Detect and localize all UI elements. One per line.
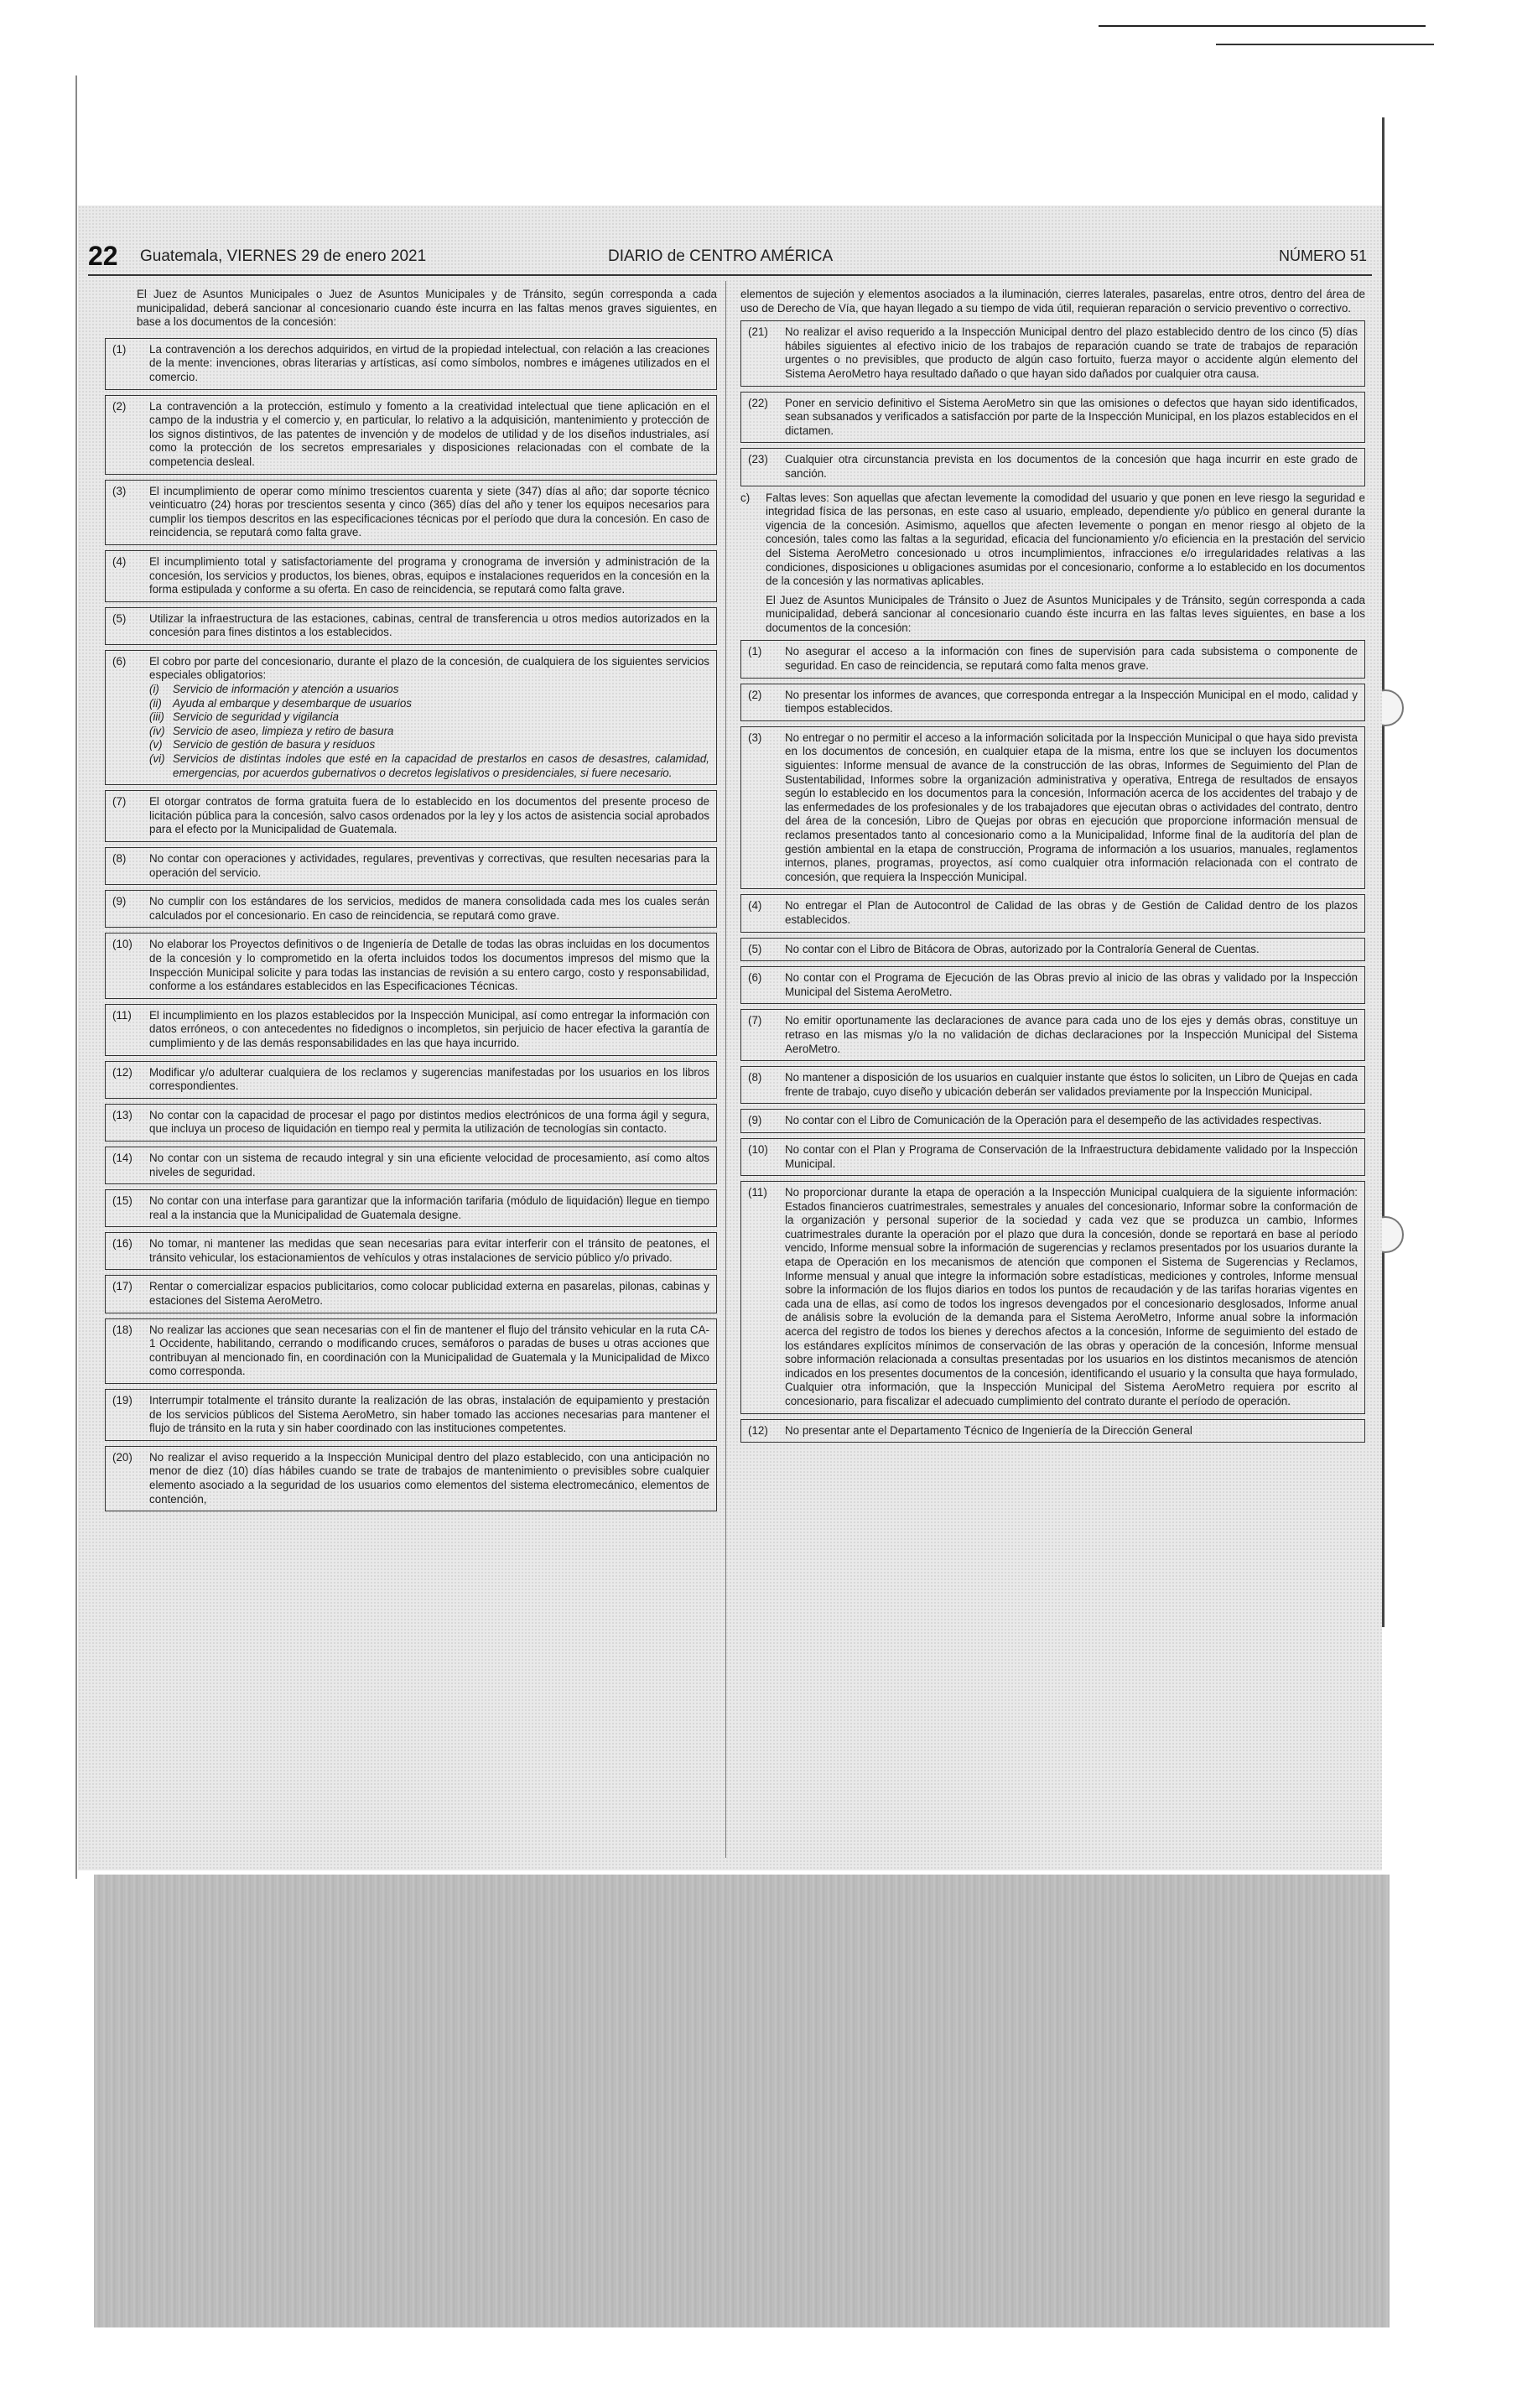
left-fault-item [105,933,717,998]
minor-fault-item [740,1066,1365,1104]
left-intro: El Juez de Asuntos Municipales o Juez de Asuntos Municipales y de Tránsito, según corresponda a cada municipalidad, deberá sancionar al concesionario cuando éste incurra en las faltas menos graves siguientes, en base a los documentos de la concesión: [137,288,717,329]
faltas-leves-intro: El Juez de Asuntos Municipales de Tránsito o Juez de Asuntos Municipales y de Tránsito, según corresponda a cada municipalidad, deberá sancionar al concesionario cuando éste incurra en las faltas leves siguientes, en base a los documentos de la concesión: [766,593,1365,634]
minor-fault-item [740,894,1365,932]
sub-item-number: (vi) [149,752,165,766]
item-number: (16) [112,1237,132,1251]
sub-item-text: Servicio de aseo, limpieza y retiro de basura [173,724,394,737]
item-number: (11) [748,1186,767,1199]
page-header [88,241,1372,274]
left-fault-item [105,480,717,545]
item-number: (3) [112,484,127,497]
left-fault-item [105,1232,717,1270]
item-text: No tomar, ni mantener las medidas que sean necesarias para evitar interferir con el tránsito de peatones, el tránsito vehicular, los estacionamientos de vehículos y otras instalaciones de servicio público y/o privado. [149,1237,709,1264]
left-fault-item [105,890,717,928]
item-number: (21) [748,325,768,339]
page-number: 22 [88,241,118,271]
item-text: La contravención a la protección, estímulo y fomento a la creatividad intelectual que tiene aplicación en el campo de la industria y el comercio y, en particular, lo relativo a la adquisición, mantenimiento y protección de los signos distintivos, de las patentes de invención y de modelos de utilidad y de los diseños industriales, así como la protección de los secretos empresariales y disposiciones relacionadas con el combate de la competencia desleal. [149,399,709,468]
left-fault-item [105,790,717,842]
item-text: No entregar o no permitir el acceso a la información solicitada por la Inspección Municipal o que haya sido prevista en los documentos de concesión, en cualquier etapa de la misma, entre los que se incluyen los documentos siguientes: Informe mensual de avance de la construcción de las obras, Informes de Seguimiento del Plan de Sustentabilidad, Informes sobre la organización administrativa y operativa, Entrega de resultados de ensayos según lo establecido en los documentos para la concesión, Información acerca de los accidentes del trabajo y de las enfermedades de los profesionales y de los trabajadores que ejecutan obras o actividades del contrato, dentro del área de la concesión, Libro de Quejas por obras en ejecución que proporcione información mensual de reclamos presentados tanto al concesionario como a la Municipalidad, Informe final de la auditoría del plan de gestión ambiental en la etapa de construcción, Programa de información a los usuarios, manuales, reglamentos internos, planes, programas, proyectos, así como cualquier otra información relacionada con el contrato de concesión, que requiera la Inspección Municipal. [785,731,1358,883]
left-fault-item [105,395,717,475]
item-text: No emitir oportunamente las declaraciones de avance para cada uno de los ejes y demás obras, constituye un retraso en las mismas y/o la no validación de dichas declaraciones por la Inspección Municipal del Sistema AeroMetro. [785,1014,1358,1055]
date-line: Guatemala, VIERNES 29 de enero 2021 [140,247,427,265]
right-continuation: elementos de sujeción y elementos asociados a la iluminación, cierres laterales, pasarelas, entre otros, dentro del área de uso de Derecho de Vía, que hayan llegado a su tiempo de vida útil, requieran reparación o servicio preventivo o correctivo. [740,288,1365,315]
item-text: La contravención a los derechos adquiridos, en virtud de la propiedad intelectual, con relación a las creaciones de la mente: invenciones, obras literarias y artísticas, así como símbolos, nombres e imágenes utilizados en el comercio. [149,342,709,383]
item-text: No contar con el Programa de Ejecución de las Obras previo al inicio de las obras y validado por la Inspección Municipal del Sistema AeroMetro. [785,971,1358,998]
item-text: Cualquier otra circunstancia prevista en los documentos de la concesión que haga incurrir en este grado de sanción. [785,453,1358,480]
item-number: (20) [112,1450,132,1464]
sub-item-text: Servicio de información y atención a usuarios [173,683,399,696]
issue-number: NÚMERO 51 [1278,247,1367,264]
left-fault-item [105,1389,717,1441]
sub-item [149,683,709,697]
item-text: No contar con un sistema de recaudo integral y sin una eficiente velocidad de procesamiento, así como altos niveles de seguridad. [149,1151,709,1178]
newspaper-page [78,205,1382,1870]
item-text: No presentar los informes de avances, que corresponda entregar a la Inspección Municipal en el modo, calidad y tiempos establecidos. [785,688,1358,715]
item-number: (2) [112,399,127,413]
item-number: (17) [112,1280,132,1293]
sub-item-text: Servicios de distintas índoles que esté en la capacidad de prestarlos en casos de desastres, calamidad, emergencias, por acuerdos gubernativos o decretos legislativos o presidenciales, si fuere necesario. [173,752,709,779]
item-text: No contar con el Libro de Comunicación de la Operación para el desempeño de las actividades respectivas. [785,1114,1322,1127]
right-column [740,288,1365,1448]
item-number: (18) [112,1323,132,1336]
item-text: No contar con una interfase para garantizar que la información tarifaria (módulo de liquidación) llegue en tiempo real a la instancia que la Municipalidad de Guatemala designe. [149,1194,709,1221]
left-fault-item [105,847,717,885]
item-number: (1) [748,645,762,658]
item-number: (5) [748,942,762,955]
minor-fault-item [740,1419,1365,1443]
left-fault-item [105,1318,717,1384]
right-fault-item [740,392,1365,444]
sub-item-number: (iv) [149,724,165,737]
item-text: No cumplir con los estándares de los servicios, medidos de manera consolidada cada mes los cuales serán calculados por el concesionario. En caso de reincidencia, se reputará como grave. [149,895,709,922]
sub-item [149,725,709,739]
item-text: No contar con operaciones y actividades, regulares, preventivas y correctivas, que resulten necesarias para la operación del servicio. [149,852,709,879]
faltas-leves-text: Faltas leves: Son aquellas que afectan levemente la comodidad del usuario y que ponen en leve riesgo la seguridad e integridad física de las personas, en este caso al usuario, empleado, dependiente y/o público en general durante la vigencia de la concesión. Asimismo, aquellos que afecten levemente o pongan en menor riesgo al objeto de la concesión, tales como las faltas a la seguridad, eficacia del funcionamiento y/o eficiencia en la prestación del servicio del Sistema AeroMetro concesionado u otros incumplimientos, infracciones e/o irregularidades relativas a las condiciones, disposiciones u obligaciones asumidas por el concesionario, conforme a lo establecido en los documentos de la concesión y las normativas aplicables. [766,491,1365,588]
sub-item-text: Ayuda al embarque y desembarque de usuarios [173,696,412,710]
item-text: El incumplimiento de operar como mínimo trescientos cuarenta y siete (347) días al año; dar soporte técnico veinticuatro (24) horas por trescientos sesenta y cinco (365) días del año y tener los equipos necesarios para cumplir los tiempos descritos en las especificaciones técnicas por el período que dura la concesión. En caso de reincidencia, se reputará como falta grave. [149,484,709,539]
item-number: (6) [748,971,762,985]
item-text: El incumplimiento total y satisfactoriamente del programa y cronograma de inversión y administración de la concesión, los servicios y productos, los bienes, obras, equipos e instalaciones requeridos en la concesión en la forma estipulada y conforme a su oferta. En caso de reincidencia, se reputará como falta grave. [149,554,709,596]
item-text: No proporcionar durante la etapa de operación a la Inspección Municipal cualquiera de la siguiente información: Estados financieros cuatrimestrales, semestrales y anuales del concesionario, Informar sobre la conformación de la organización y personal superior de la sociedad y cada vez que se produzca un cambio, Informes cuatrimestrales durante la operación por el plazo que dura la concesión, donde se reportará en base al período vencido, Informe mensual sobre la información de sugerencias y reclamos presentados por los usuarios durante la etapa de Operación en los mecanismos de atención que componen el Sistema de Sugerencias y Reclamos, Informe mensual y anual que integre la información sobre estadísticas, mediciones y controles, Informe mensual sobre la información de los flujos diarios en todos los puntos de recaudación y de las tarifas horarias vigentes en cada una de ellas, así como de todos los ingresos devengados por el concesionario desglosados, Informe anual de análisis sobre la evolución de la demanda para el Sistema AeroMetro, Informe anual sobre la información acerca del registro de todos los bienes y derechos afectos a la concesión, Informe de seguimiento del estado de los estándares explícitos mínimos de conservación de las obras y operación de la concesión, Informe mensual sobre información relacionada a consultas presentadas por los usuarios en los distintos mecanismos de atención indicados en los presentes documentos de la concesión, identificando el usuario y la consulta que haya formulado, Cualquier otra información, que la Inspección Municipal del Sistema AeroMetro requiera por escrito al concesionario, para fiscalizar el adecuado cumplimiento del contrato durante el período de operación. [785,1186,1358,1407]
item-text: Modificar y/o adulterar cualquiera de los reclamos y sugerencias manifestadas por los usuarios en los libros correspondientes. [149,1065,709,1093]
sub-item-text: Servicio de seguridad y vigilancia [173,710,339,724]
sub-item-number: (i) [149,683,159,696]
item-number: (6) [112,654,127,668]
section-label: c) [740,491,751,504]
item-text: No realizar las acciones que sean necesarias con el fin de mantener el flujo del tránsito vehicular en la ruta CA-1 Occidente, habilitando, cerrando o modificando cruces, semáforos o paradas de buses u otras acciones que contribuyan al mencionado fin, en coordinación con la Municipalidad de Guatemala y la Municipalidad de Mixco como corresponda. [149,1323,709,1378]
left-fault-item [105,1061,717,1099]
item-text: Utilizar la infraestructura de las estaciones, cabinas, central de transferencia u otros medios autorizados en la concesión para fines distintos a los establecidos. [149,611,709,639]
item-number: (19) [112,1394,132,1407]
item-number: (4) [748,899,762,913]
item-number: (12) [112,1065,132,1079]
item-text: No contar con el Plan y Programa de Conservación de la Infraestructura debidamente validado por la Inspección Municipal. [785,1142,1358,1170]
scan-mark-top [1099,25,1426,27]
item-number: (5) [112,611,127,625]
left-column [105,288,717,1516]
minor-fault-item [740,938,1365,962]
item-number: (10) [748,1142,768,1156]
minor-fault-item [740,726,1365,890]
left-fault-item [105,1147,717,1184]
minor-fault-item [740,1138,1365,1176]
minor-fault-item [740,1109,1365,1133]
item-text: Poner en servicio definitivo el Sistema AeroMetro sin que las omisiones o defectos que hayan sido identificados, sean subsanados y verificados a satisfacción por parte de la Inspección Municipal, en los plazos establecidos en el dictamen. [785,396,1358,437]
item-text: Interrumpir totalmente el tránsito durante la realización de las obras, instalación de equipamiento y prestación de los servicios públicos del Sistema AeroMetro, sin haber tomado las acciones necesarias para mantener el flujo de tránsito en la ruta y sin haber coordinado con las instituciones competentes. [149,1394,709,1435]
item-number: (2) [748,688,762,701]
item-text: El otorgar contratos de forma gratuita fuera de lo establecido en los documentos del presente proceso de licitación pública para la concesión, salvo casos ordenados por la ley y los actos de asistencia social aprobados para el efecto por la Municipalidad de Guatemala. [149,795,709,836]
sub-item [149,752,709,780]
item-text: No contar con la capacidad de procesar el pago por distintos medios electrónicos de una forma ágil y segura, que incluya un proceso de liquidación en tiempo real y permita la utilización de tecnologías sin contacto. [149,1108,709,1136]
item-number: (10) [112,938,132,951]
scan-mark-top-2 [1216,44,1434,45]
minor-fault-item [740,966,1365,1004]
scan-edge-left [75,75,77,1879]
item-text: No realizar el aviso requerido a la Inspección Municipal dentro del plazo establecido, con una anticipación no menor de diez (10) días hábiles cuando se trate de trabajos de mantenimiento o previsibles sobre cualquier elemento asociado a la seguridad de los usuarios como elementos del sistema electromecánico, elementos de contención, [149,1450,709,1506]
item-text: No asegurar el acceso a la información con fines de supervisión para cada subsistema o componente de seguridad. En caso de reincidencia, se reputará como falta menos grave. [785,645,1358,673]
minor-fault-item [740,1181,1365,1414]
item-number: (14) [112,1151,132,1164]
left-fault-item [105,1104,717,1142]
minor-fault-item [740,684,1365,721]
item-number: (8) [748,1071,762,1084]
item-number: (7) [112,795,127,809]
item-text: El incumplimiento en los plazos establecidos por la Inspección Municipal, así como entregar la información con datos erróneos, o con antecedentes no fidedignos o incompletos, sin perjuicio de hacer efectiva la garantía de cumplimiento y de las demás responsabilidades en las que haya incurrido. [149,1008,709,1049]
sub-item [149,738,709,752]
left-fault-item [105,1275,717,1313]
faltas-leves-section [740,491,1365,636]
header-rule [88,274,1372,276]
left-fault-item [105,1189,717,1227]
item-number: (11) [112,1008,132,1022]
sub-item [149,697,709,711]
item-text: Rentar o comercializar espacios publicitarios, como colocar publicidad externa en pasarelas, pilonas, cabinas y estaciones del Sistema AeroMetro. [149,1280,709,1308]
item-number: (15) [112,1194,132,1208]
sub-item-text: Servicio de gestión de basura y residuos [173,738,376,752]
left-fault-item [105,338,717,390]
minor-fault-item [740,640,1365,678]
item-number: (22) [748,396,768,409]
item-number: (9) [112,895,127,908]
item-text: No elaborar los Proyectos definitivos o de Ingeniería de Detalle de todas las obras incluidas en los documentos de la concesión y lo comprometido en la oferta incluidos todos los documentos impresos del mismo que la Inspección Municipal solicite y para todas las instancias de revisión a su entero cargo, costo y responsabilidad, conforme a los estándares establecidos en las Especificaciones Técnicas. [149,938,709,993]
left-fault-item [105,1446,717,1511]
item-number: (13) [112,1108,132,1121]
sub-item [149,710,709,725]
item-number: (12) [748,1423,768,1437]
left-fault-item [105,1004,717,1056]
left-fault-item [105,650,717,785]
sub-item-number: (ii) [149,696,162,710]
item-number: (7) [748,1014,762,1027]
item-number: (4) [112,554,127,568]
item-number: (23) [748,453,768,466]
item-text: El cobro por parte del concesionario, durante el plazo de la concesión, de cualquiera de los siguientes servicios especiales obligatorios: [149,654,709,682]
minor-fault-item [740,1009,1365,1061]
newspaper-name: DIARIO de CENTRO AMÉRICA [608,247,834,265]
right-fault-item [740,320,1365,386]
item-number: (9) [748,1114,762,1127]
item-text: No entregar el Plan de Autocontrol de Calidad de las obras y de Gestión de Calidad dentro de los plazos establecidos. [785,899,1358,926]
item-number: (1) [112,342,127,356]
item-text: No realizar el aviso requerido a la Inspección Municipal dentro del plazo establecido dentro de los cinco (5) días hábiles siguientes al efectivo inicio de los trabajos de reparación cuando se trate de trabajos de reparación urgentes o no previsibles, que producto de algún caso fortuito, fuerza mayor o accidente algún elemento del Sistema AeroMetro haya resultado dañado o que hayan sido dañados por cualquier otra causa. [785,325,1358,380]
left-fault-item [105,607,717,645]
item-number: (8) [112,852,127,865]
item-number: (3) [748,731,762,744]
item-text: No mantener a disposición de los usuarios en cualquier instante que éstos lo soliciten, un Libro de Quejas en cada frente de trabajo, cuyo diseño y ubicación deberán ser validados previamente por la Inspección Municipal. [785,1071,1358,1098]
left-fault-item [105,550,717,602]
column-divider [725,281,726,1858]
item-text: No contar con el Libro de Bitácora de Obras, autorizado por la Contraloría General de Cuentas. [785,942,1260,955]
scanner-gray-band [94,1875,1390,2327]
item-text: No presentar ante el Departamento Técnico de Ingeniería de la Dirección General [785,1423,1192,1437]
right-fault-item [740,448,1365,486]
scan-edge-right [1382,117,1385,1627]
sub-item-number: (v) [149,738,163,752]
sub-item-number: (iii) [149,710,164,724]
